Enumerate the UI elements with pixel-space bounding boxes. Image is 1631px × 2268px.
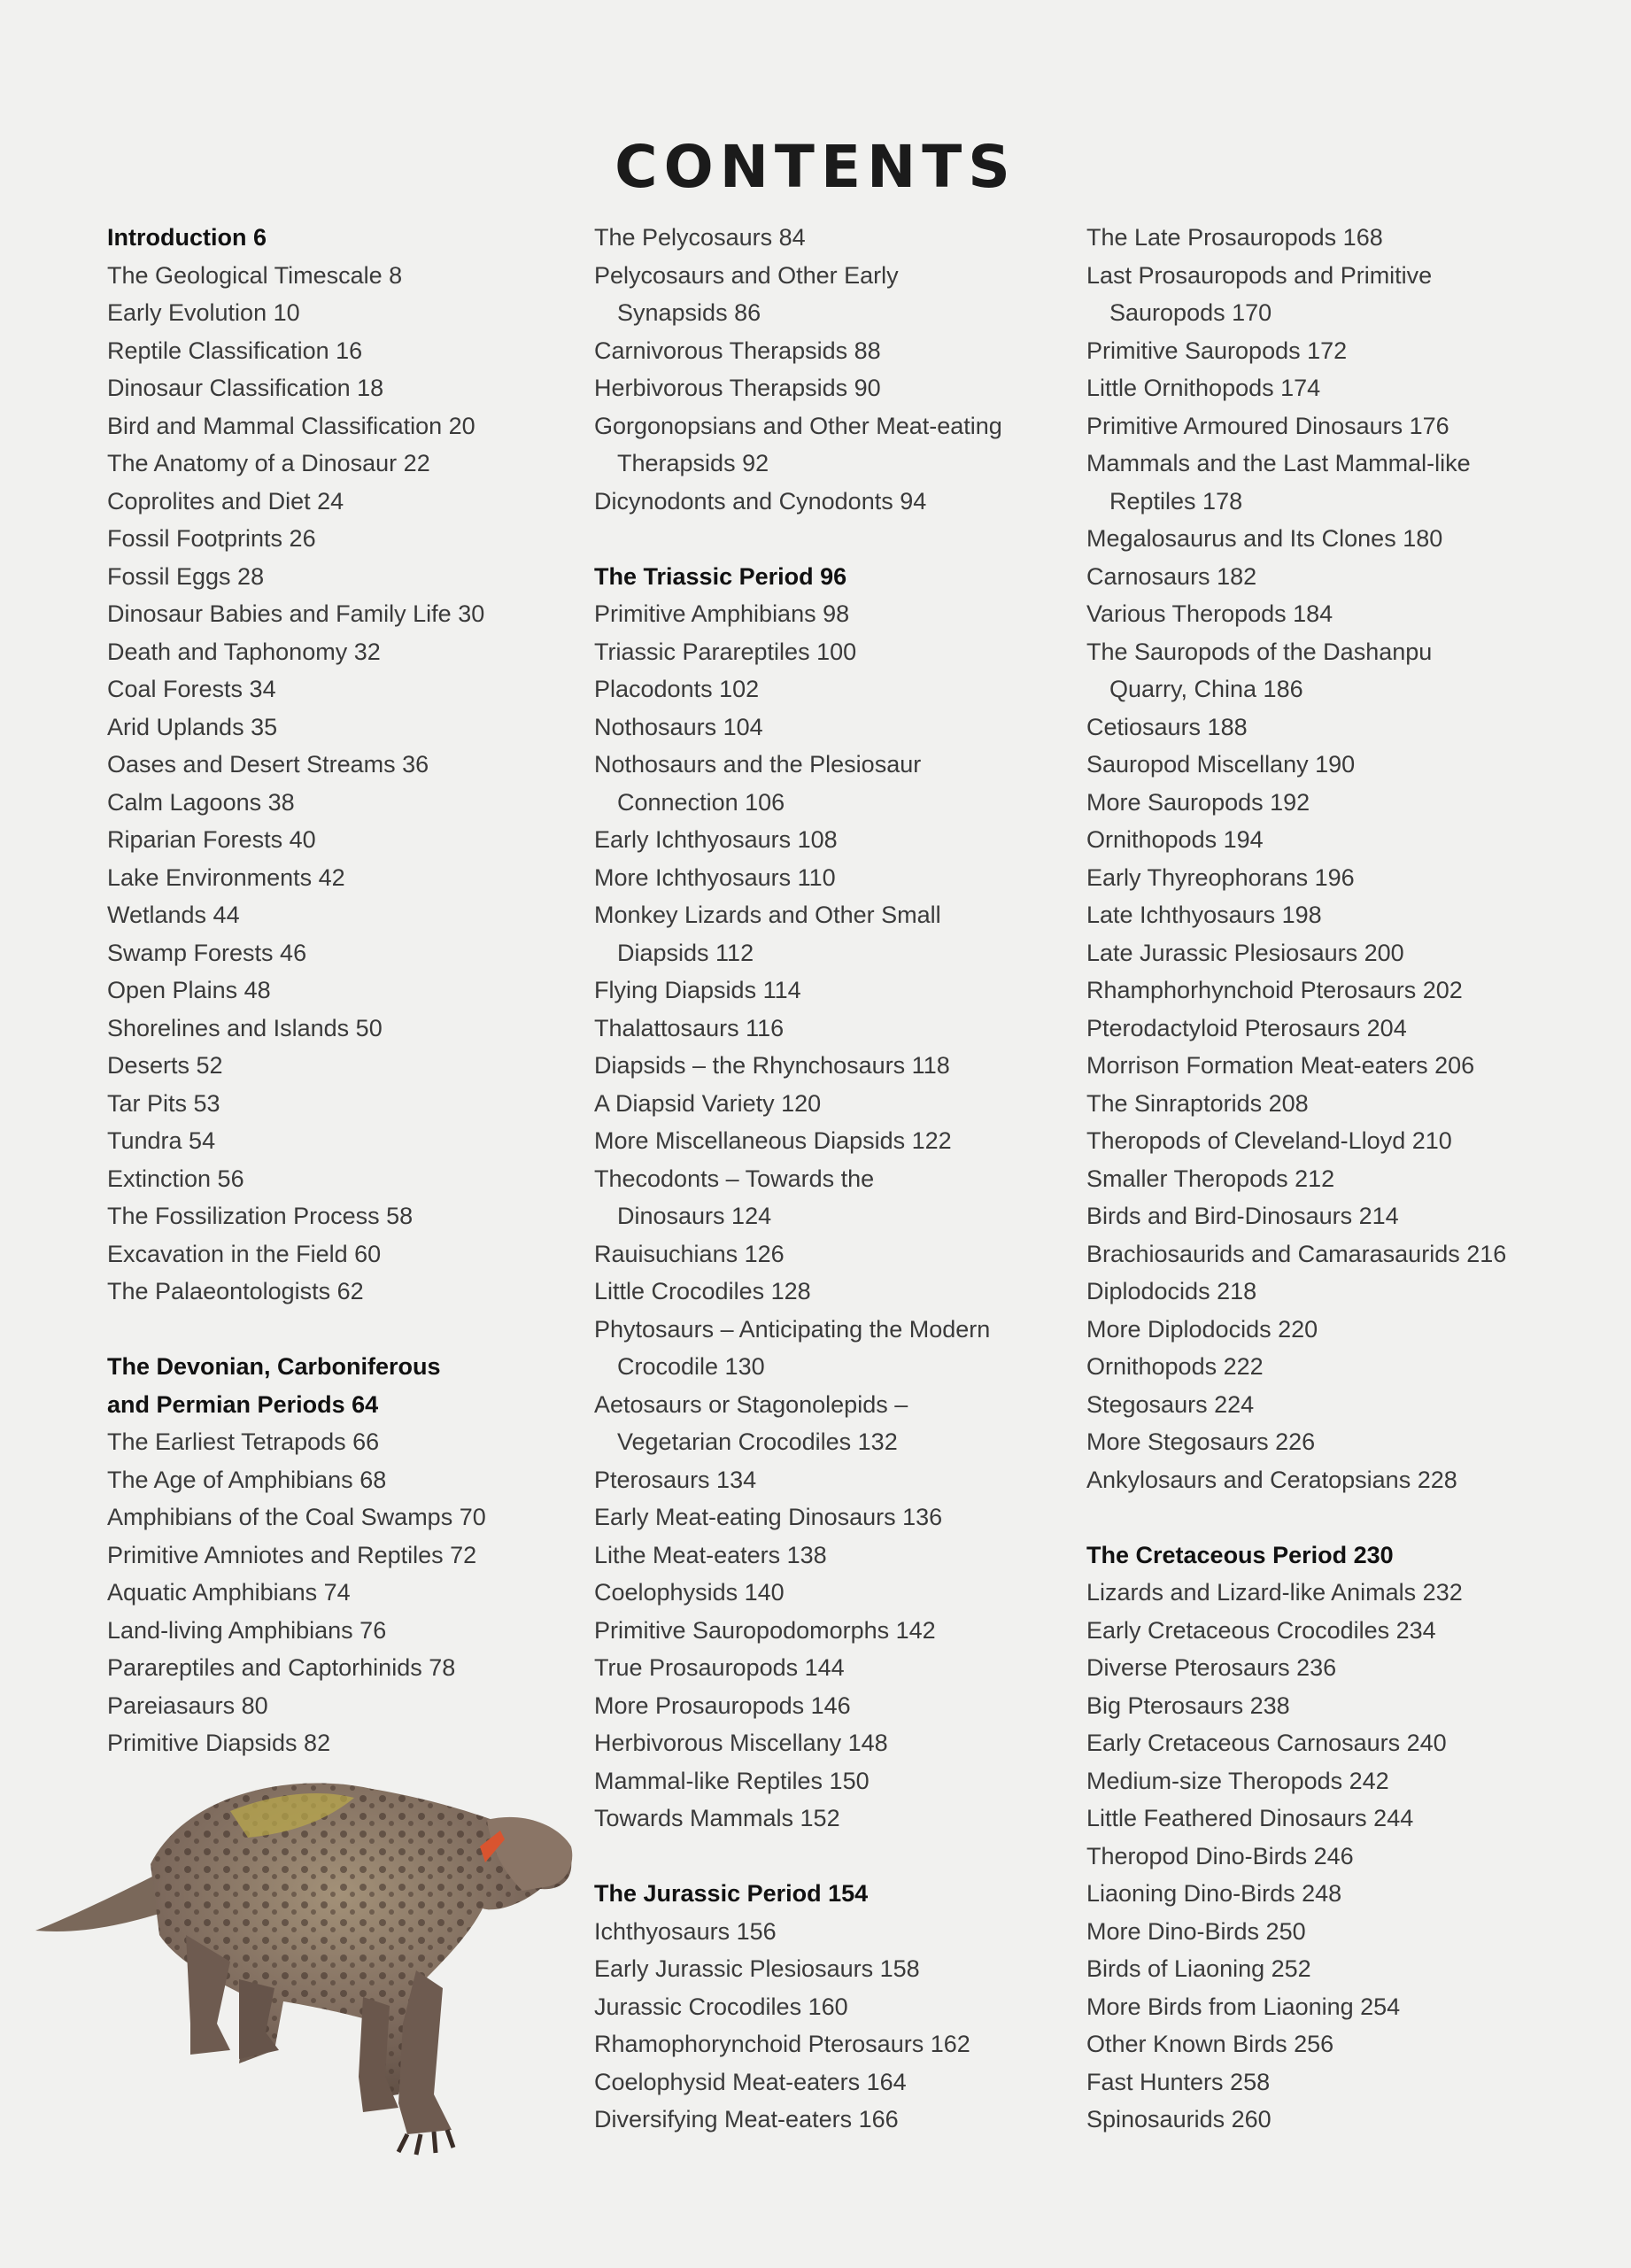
toc-entry: Medium-size Theropods 242 [1086, 1767, 1389, 1794]
toc-entry: Morrison Formation Meat-eaters 206 [1086, 1052, 1475, 1079]
toc-entry: Ankylosaurs and Ceratopsians 228 [1086, 1466, 1457, 1493]
toc-entry: Extinction 56 [107, 1165, 244, 1192]
toc-entry: Spinosaurids 260 [1086, 2106, 1272, 2133]
toc-entry: Arid Uplands 35 [107, 713, 278, 740]
toc-entry: Carnivorous Therapsids 88 [594, 337, 881, 364]
toc-entry: The Earliest Tetrapods 66 [107, 1428, 380, 1455]
toc-entry: Reptile Classification 16 [107, 337, 363, 364]
toc-entry: Diversifying Meat-eaters 166 [594, 2106, 899, 2133]
toc-entry: Excavation in the Field 60 [107, 1240, 382, 1267]
toc-entry: Early Ichthyosaurs 108 [594, 826, 838, 853]
dinosaur-illustration-icon [27, 1758, 576, 2174]
toc-entry: The Pelycosaurs 84 [594, 224, 806, 251]
toc-entry: Aetosaurs or Stagonolepids – [594, 1390, 908, 1418]
toc-entry: Rhamphorhynchoid Pterosaurs 202 [1086, 977, 1463, 1003]
toc-entry: The Late Prosauropods 168 [1086, 224, 1383, 251]
toc-entry: Fossil Eggs 28 [107, 562, 265, 590]
toc-entry: Phytosaurs – Anticipating the Modern [594, 1315, 991, 1343]
toc-entry: Primitive Sauropods 172 [1086, 337, 1348, 364]
toc-entry: Monkey Lizards and Other Small [594, 902, 941, 928]
toc-entry: Pareiasaurs 80 [107, 1691, 268, 1719]
toc-entry: Coal Forests 34 [107, 676, 276, 702]
section-heading: and Permian Periods 64 [107, 1390, 379, 1418]
toc-entry: Lithe Meat-eaters 138 [594, 1541, 827, 1568]
toc-entry: Pterosaurs 134 [594, 1466, 757, 1493]
toc-entry: The Geological Timescale 8 [107, 261, 403, 289]
toc-entry: Fast Hunters 258 [1086, 2068, 1271, 2095]
toc-entry: Aquatic Amphibians 74 [107, 1579, 351, 1606]
toc-entry: Land-living Amphibians 76 [107, 1616, 387, 1644]
toc-entry: Primitive Sauropodomorphs 142 [594, 1616, 936, 1644]
toc-entry: Towards Mammals 152 [594, 1805, 840, 1831]
toc-entry: Early Evolution 10 [107, 299, 300, 326]
toc-entry: Primitive Diapsids 82 [107, 1730, 331, 1756]
toc-entry: Ornithopods 222 [1086, 1353, 1264, 1380]
section-gap [594, 520, 1090, 558]
toc-entry: Fossil Footprints 26 [107, 525, 316, 552]
toc-entry: Big Pterosaurs 238 [1086, 1691, 1290, 1719]
toc-entry: The Anatomy of a Dinosaur 22 [107, 450, 430, 476]
section-gap [107, 1311, 603, 1349]
toc-entry: Liaoning Dino-Birds 248 [1086, 1880, 1342, 1907]
section-heading: The Devonian, Carboniferous [107, 1353, 441, 1380]
toc-entry: Amphibians of the Coal Swamps 70 [107, 1504, 486, 1530]
toc-column-1 [107, 219, 603, 1762]
toc-entry: Last Prosauropods and Primitive [1086, 261, 1433, 289]
toc-entry-continued: Reptiles 178 [1109, 487, 1243, 515]
toc-entry: Other Known Birds 256 [1086, 2031, 1334, 2057]
toc-entry: Early Cretaceous Carnosaurs 240 [1086, 1730, 1447, 1756]
toc-entry: Diverse Pterosaurs 236 [1086, 1654, 1337, 1681]
toc-entry: The Age of Amphibians 68 [107, 1466, 387, 1493]
toc-entry: Little Feathered Dinosaurs 244 [1086, 1805, 1414, 1831]
toc-entry: Carnosaurs 182 [1086, 562, 1257, 590]
toc-entry: Coelophysids 140 [594, 1579, 785, 1606]
toc-entry: Early Cretaceous Crocodiles 234 [1086, 1616, 1436, 1644]
toc-entry: The Fossilization Process 58 [107, 1203, 414, 1229]
toc-entry: The Sauropods of the Dashanpu [1086, 638, 1433, 665]
section-heading: The Jurassic Period 154 [594, 1880, 869, 1907]
toc-entry: More Miscellaneous Diapsids 122 [594, 1127, 952, 1154]
toc-entry: Deserts 52 [107, 1052, 223, 1079]
toc-column-3 [1086, 219, 1582, 2139]
toc-column-2 [594, 219, 1090, 2139]
toc-entry: More Stegosaurs 226 [1086, 1428, 1316, 1455]
toc-entry: Smaller Theropods 212 [1086, 1165, 1335, 1192]
toc-entry: Nothosaurs and the Plesiosaur [594, 751, 922, 778]
toc-entry: Mammals and the Last Mammal-like [1086, 450, 1471, 476]
page-title: CONTENTS [615, 133, 1016, 201]
toc-entry-continued: Therapsids 92 [617, 450, 769, 476]
toc-entry: Parareptiles and Captorhinids 78 [107, 1654, 456, 1681]
toc-entry: Death and Taphonomy 32 [107, 638, 381, 665]
toc-entry: The Palaeontologists 62 [107, 1278, 364, 1304]
toc-entry: Little Crocodiles 128 [594, 1278, 811, 1304]
toc-entry-continued: Synapsids 86 [617, 299, 761, 326]
toc-entry-continued: Diapsids 112 [617, 939, 754, 966]
toc-entry-continued: Connection 106 [617, 788, 785, 816]
toc-entry-continued: Vegetarian Crocodiles 132 [617, 1428, 898, 1455]
toc-entry: Early Meat-eating Dinosaurs 136 [594, 1504, 943, 1530]
section-heading: The Triassic Period 96 [594, 562, 847, 590]
toc-entry: Dinosaur Classification 18 [107, 375, 384, 401]
toc-entry: Early Jurassic Plesiosaurs 158 [594, 1955, 920, 1982]
toc-entry: Gorgonopsians and Other Meat-eating [594, 412, 1002, 439]
toc-entry: Jurassic Crocodiles 160 [594, 1993, 848, 2020]
toc-entry: Cetiosaurs 188 [1086, 713, 1248, 740]
toc-entry: Shorelines and Islands 50 [107, 1014, 383, 1041]
toc-entry: Birds of Liaoning 252 [1086, 1955, 1311, 1982]
toc-entry: A Diapsid Variety 120 [594, 1089, 822, 1117]
toc-entry: Theropods of Cleveland-Lloyd 210 [1086, 1127, 1452, 1154]
toc-entry: Ichthyosaurs 156 [594, 1917, 777, 1945]
section-gap [594, 1838, 1090, 1876]
toc-entry: More Diplodocids 220 [1086, 1315, 1318, 1343]
toc-entry-continued: Dinosaurs 124 [617, 1203, 772, 1229]
toc-entry-continued: Crocodile 130 [617, 1353, 765, 1380]
toc-entry: Coelophysid Meat-eaters 164 [594, 2068, 907, 2095]
toc-entry: True Prosauropods 144 [594, 1654, 845, 1681]
toc-entry: Riparian Forests 40 [107, 826, 316, 853]
toc-entry: Lake Environments 42 [107, 863, 345, 891]
toc-entry: Open Plains 48 [107, 977, 271, 1003]
toc-entry: Diplodocids 218 [1086, 1278, 1257, 1304]
toc-entry: Birds and Bird-Dinosaurs 214 [1086, 1203, 1399, 1229]
toc-entry: Lizards and Lizard-like Animals 232 [1086, 1579, 1463, 1606]
toc-entry: Oases and Desert Streams 36 [107, 751, 429, 778]
toc-entry: Primitive Amniotes and Reptiles 72 [107, 1541, 477, 1568]
toc-entry: Dicynodonts and Cynodonts 94 [594, 487, 927, 515]
section-gap [1086, 1498, 1582, 1537]
toc-entry: Late Ichthyosaurs 198 [1086, 902, 1322, 928]
toc-entry: Thecodonts – Towards the [594, 1165, 875, 1192]
toc-entry: Diapsids – the Rhynchosaurs 118 [594, 1052, 950, 1079]
toc-entry: More Birds from Liaoning 254 [1086, 1993, 1401, 2020]
toc-entry: Mammal-like Reptiles 150 [594, 1767, 870, 1794]
toc-entry: Coprolites and Diet 24 [107, 487, 344, 515]
toc-entry: Sauropod Miscellany 190 [1086, 751, 1356, 778]
toc-entry: Various Theropods 184 [1086, 600, 1333, 627]
toc-entry: Tar Pits 53 [107, 1089, 220, 1117]
toc-entry: Late Jurassic Plesiosaurs 200 [1086, 939, 1404, 966]
toc-entry: Theropod Dino-Birds 246 [1086, 1842, 1354, 1869]
toc-entry: More Prosauropods 146 [594, 1691, 851, 1719]
toc-entry: The Sinraptorids 208 [1086, 1089, 1309, 1117]
toc-entry: Triassic Parareptiles 100 [594, 638, 857, 665]
toc-entry: Rauisuchians 126 [594, 1240, 785, 1267]
toc-entry: More Sauropods 192 [1086, 788, 1310, 816]
toc-entry: Ornithopods 194 [1086, 826, 1264, 853]
toc-entry: Nothosaurs 104 [594, 713, 763, 740]
toc-entry: Megalosaurus and Its Clones 180 [1086, 525, 1443, 552]
toc-entry: More Dino-Birds 250 [1086, 1917, 1306, 1945]
toc-entry: Rhamophorynchoid Pterosaurs 162 [594, 2031, 970, 2057]
toc-entry: Thalattosaurs 116 [594, 1014, 785, 1041]
section-heading: The Cretaceous Period 230 [1086, 1541, 1394, 1568]
toc-entry-continued: Quarry, China 186 [1109, 676, 1303, 702]
toc-entry: Flying Diapsids 114 [594, 977, 801, 1003]
toc-entry: Herbivorous Therapsids 90 [594, 375, 881, 401]
toc-entry: Brachiosaurids and Camarasaurids 216 [1086, 1240, 1507, 1267]
toc-entry: Calm Lagoons 38 [107, 788, 295, 816]
toc-entry: Early Thyreophorans 196 [1086, 863, 1355, 891]
toc-entry: Tundra 54 [107, 1127, 216, 1154]
toc-entry: Primitive Armoured Dinosaurs 176 [1086, 412, 1449, 439]
toc-entry: Stegosaurs 224 [1086, 1390, 1255, 1418]
toc-entry: Bird and Mammal Classification 20 [107, 412, 475, 439]
toc-entry: Primitive Amphibians 98 [594, 600, 850, 627]
toc-entry: Herbivorous Miscellany 148 [594, 1730, 888, 1756]
toc-entry: Dinosaur Babies and Family Life 30 [107, 600, 485, 627]
toc-entry: Swamp Forests 46 [107, 939, 307, 966]
toc-entry: Little Ornithopods 174 [1086, 375, 1321, 401]
toc-entry-continued: Sauropods 170 [1109, 299, 1272, 326]
section-heading: Introduction 6 [107, 224, 267, 251]
toc-entry: Wetlands 44 [107, 902, 240, 928]
toc-entry: Pterodactyloid Pterosaurs 204 [1086, 1014, 1407, 1041]
toc-entry: Pelycosaurs and Other Early [594, 261, 899, 289]
toc-entry: Placodonts 102 [594, 676, 760, 702]
toc-entry: More Ichthyosaurs 110 [594, 863, 836, 891]
